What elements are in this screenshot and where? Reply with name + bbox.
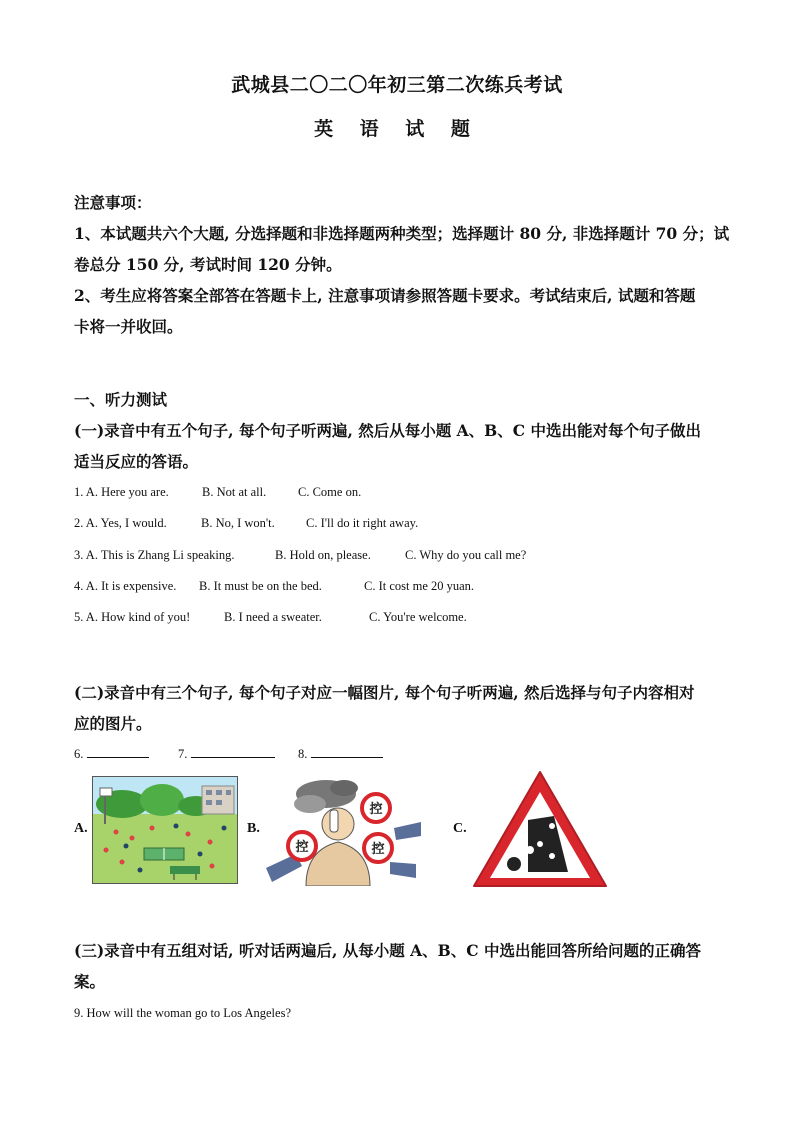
option-a: 1. A. Here you are.: [74, 485, 169, 499]
svg-text:控: 控: [295, 840, 309, 855]
part3-instruction-b: 案。: [74, 972, 106, 991]
svg-text:控: 控: [371, 842, 385, 857]
blank-6: 6.: [74, 745, 178, 762]
blank-7: 7.: [178, 745, 298, 762]
question-4: [74, 579, 474, 594]
option-c: C. You're welcome.: [369, 610, 467, 624]
option-b: B. Not at all.: [202, 485, 267, 499]
notice-heading: 注意事项：: [74, 193, 152, 212]
notice-line-2a: 2、考生应将答案全部答在答题卡上, 注意事项请参照答题卡要求。考试结束后, 试题和答题: [74, 286, 696, 305]
answer-blanks: [74, 745, 383, 762]
picture-a-label: A.: [74, 821, 88, 836]
notice-line-1a: 1、本试题共六个大题, 分选择题和非选择题两种类型；选择题计 80 分, 非选择题计 70 分；试: [74, 224, 730, 243]
playground-scene-icon: [92, 776, 238, 884]
part1-instruction-a: (一)录音中有五个句子, 每个句子听两遍, 然后从每小题 A、B、C 中选出能对每个句子做出: [74, 421, 702, 440]
part1-instruction-b: 适当反应的答语。: [74, 452, 199, 471]
picture-b-label: B.: [247, 821, 260, 836]
question-3: [74, 548, 526, 563]
option-c: C. I'll do it right away.: [306, 516, 419, 530]
exam-subtitle: 英 语 试 题: [314, 118, 480, 140]
part3-instruction-a: (三)录音中有五组对话, 听对话两遍后, 从每小题 A、B、C 中选出能回答所给问题的正确答: [74, 941, 702, 960]
question-9: 9. How will the woman go to Los Angeles?: [74, 1006, 291, 1020]
svg-text:控: 控: [369, 802, 383, 817]
option-a: 4. A. It is expensive.: [74, 579, 177, 593]
option-a: 2. A. Yes, I would.: [74, 516, 167, 530]
option-c: C. Come on.: [298, 485, 362, 499]
option-a: 5. A. How kind of you!: [74, 610, 191, 624]
part2-instruction-b: 应的图片。: [74, 714, 152, 733]
option-c: C. Why do you call me?: [405, 548, 527, 562]
notice-line-2b: 卡将一并收回。: [74, 317, 183, 336]
picture-c-label: C.: [453, 821, 467, 836]
falling-rocks-sign-icon: [470, 768, 610, 892]
notice-line-1b: 卷总分 150 分, 考试时间 120 分钟。: [74, 255, 342, 274]
blank-8: 8.: [298, 745, 383, 762]
control-sign-top: [362, 794, 390, 822]
option-b: B. Hold on, please.: [275, 548, 371, 562]
control-sign-left: [288, 832, 316, 860]
option-b: B. No, I won't.: [201, 516, 275, 530]
question-2: [74, 516, 418, 531]
question-5: [74, 610, 467, 625]
question-1: [74, 485, 361, 500]
option-a: 3. A. This is Zhang Li speaking.: [74, 548, 235, 562]
smoking-control-icon: [266, 772, 421, 886]
part2-instruction-a: (二)录音中有三个句子, 每个句子对应一幅图片, 每个句子听两遍, 然后选择与句子内容相对: [74, 683, 695, 702]
option-b: B. I need a sweater.: [224, 610, 322, 624]
exam-title: 武城县二〇二〇年初三第二次练兵考试: [231, 74, 563, 96]
section-heading-listening: 一、听力测试: [74, 390, 168, 409]
control-sign-right: [364, 834, 392, 862]
option-b: B. It must be on the bed.: [199, 579, 322, 593]
option-c: C. It cost me 20 yuan.: [364, 579, 475, 593]
